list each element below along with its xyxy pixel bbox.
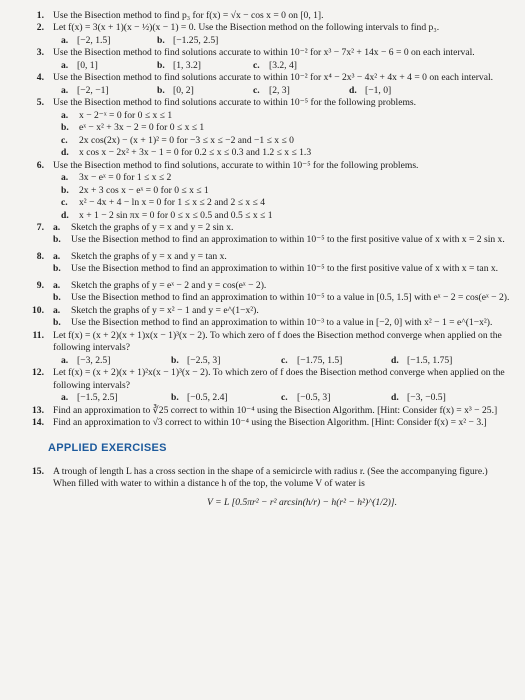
exercise-8 <box>26 251 511 276</box>
exercise-number: 3. <box>36 47 44 59</box>
part-b: Use the Bisection method to find an approximation to within 10⁻⁵ to the first positive value of x with x = tan x. <box>71 263 499 275</box>
exercise-text: Use the Bisection method to find solutions accurate to within 10⁻⁵ for the following problems. <box>53 97 417 109</box>
part-label: b. <box>53 317 61 329</box>
part-a: [−1.5, 2.5] <box>77 392 118 404</box>
part-label: a. <box>53 304 61 316</box>
part-label: b. <box>171 392 179 404</box>
exercise-text: A trough of length L has a cross section in the shape of a semicircle with radius r. (See the accompanying figure.) When filled with water to within a distance h of the top, the volume V of water is <box>53 465 488 490</box>
part-d: [−1, 0] <box>365 84 392 96</box>
exercise-3 <box>26 47 511 72</box>
section-heading: APPLIED EXERCISES <box>48 442 167 455</box>
part-label: d. <box>61 209 69 221</box>
part-label: b. <box>61 122 69 134</box>
exercise-number: 8. <box>36 250 44 262</box>
part-label: c. <box>61 134 68 146</box>
part-a: Sketch the graphs of y = eˣ − 2 and y = cos(eˣ − 2). <box>71 279 267 291</box>
part-a: [0, 1] <box>77 59 98 71</box>
exercise-text: Let f(x) = 3(x + 1)(x − ½)(x − 1) = 0. Use the Bisection method on the following intervals to find p₃. <box>53 22 440 34</box>
part-d: [−1.5, 1.75] <box>407 354 453 366</box>
part-c: [3.2, 4] <box>269 59 297 71</box>
part-a: x − 2⁻ˣ = 0 for 0 ≤ x ≤ 1 <box>79 109 173 121</box>
part-label: c. <box>281 354 288 366</box>
part-b: eˣ − x² + 3x − 2 = 0 for 0 ≤ x ≤ 1 <box>79 122 205 134</box>
part-c: x² − 4x + 4 − ln x = 0 for 1 ≤ x ≤ 2 and 2 ≤ x ≤ 4 <box>79 197 266 209</box>
part-label: d. <box>61 147 69 159</box>
part-d: [−3, −0.5] <box>407 392 446 404</box>
part-label: a. <box>53 250 61 262</box>
part-b: Use the Bisection method to find an approximation to within 10⁻⁵ to a value in [0.5, 1.5] with eˣ − 2 = cos(eˣ − 2). <box>71 292 510 304</box>
part-label: a. <box>61 59 69 71</box>
exercise-number: 12. <box>32 367 44 379</box>
part-label: a. <box>61 172 69 184</box>
exercise-number: 14. <box>32 417 44 428</box>
exercise-number: 1. <box>36 10 44 21</box>
part-a: Sketch the graphs of y = x and y = tan x. <box>71 250 227 262</box>
part-c: 2x cos(2x) − (x + 1)² = 0 for −3 ≤ x ≤ −2 and −1 ≤ x ≤ 0 <box>79 134 294 146</box>
part-label: c. <box>281 392 288 404</box>
exercise-14 <box>26 417 511 429</box>
exercise-4 <box>26 72 511 97</box>
part-b: Use the Bisection method to find an approximation to within 10⁻³ to a value in [−2, 0] with x² − 1 = e^(1−x²). <box>71 317 493 329</box>
part-d: x cos x − 2x² + 3x − 1 = 0 for 0.2 ≤ x ≤ 0.3 and 1.2 ≤ x ≤ 1.3 <box>79 147 312 159</box>
part-c: [−0.5, 3] <box>297 392 331 404</box>
exercise-text: Use the Bisection method to find solutions, accurate to within 10⁻⁵ for the following problems. <box>53 159 419 171</box>
part-b: [−0.5, 2.4] <box>187 392 228 404</box>
exercise-number: 11. <box>32 329 44 341</box>
part-c: [−1.75, 1.5] <box>297 354 343 366</box>
part-label: b. <box>53 263 61 275</box>
exercise-7 <box>26 222 511 247</box>
part-label: a. <box>61 392 69 404</box>
exercise-number: 7. <box>36 221 44 233</box>
part-label: d. <box>391 354 399 366</box>
part-c: [2, 3] <box>269 84 290 96</box>
exercise-text: Use the Bisection method to find solutions accurate to within 10⁻² for x³ − 7x² + 14x − 6 = 0 on each interval. <box>53 47 475 59</box>
exercise-number: 6. <box>36 159 44 171</box>
part-b: Use the Bisection method to find an approximation to within 10⁻⁵ to the first positive value of x with x = 2 sin x. <box>71 234 505 246</box>
part-label: a. <box>61 354 69 366</box>
exercise-1 <box>26 10 511 22</box>
exercise-15 <box>26 466 511 509</box>
part-label: b. <box>171 354 179 366</box>
part-b: [−2.5, 3] <box>187 354 221 366</box>
exercise-11 <box>26 330 511 367</box>
exercise-number: 15. <box>32 465 44 477</box>
part-a: 3x − eˣ = 0 for 1 ≤ x ≤ 2 <box>79 172 172 184</box>
exercise-13 <box>26 405 511 417</box>
volume-formula: V = L [0.5πr² − r² arcsin(h/r) − h(r² − h²)^(1/2)]. <box>207 496 397 508</box>
exercise-number: 10. <box>32 304 44 316</box>
exercise-number: 4. <box>36 72 44 84</box>
exercise-number: 5. <box>36 97 44 109</box>
part-label: c. <box>253 84 260 96</box>
exercise-6 <box>26 160 511 222</box>
part-label: b. <box>53 234 61 246</box>
part-a: [−2, −1] <box>77 84 109 96</box>
exercise-text: Find an approximation to √3 correct to within 10⁻⁴ using the Bisection Algorithm. [Hint: Consider f(x) = x² − 3.] <box>53 417 487 428</box>
part-label: a. <box>53 221 61 233</box>
exercise-12 <box>26 367 511 404</box>
part-b: [−1.25, 2.5] <box>173 34 219 46</box>
part-label: a. <box>61 84 69 96</box>
exercise-2 <box>26 22 511 47</box>
part-label: b. <box>157 59 165 71</box>
part-label: b. <box>157 84 165 96</box>
part-label: b. <box>53 292 61 304</box>
part-b: 2x + 3 cos x − eˣ = 0 for 0 ≤ x ≤ 1 <box>79 184 209 196</box>
exercise-9 <box>26 280 511 305</box>
exercise-10 <box>26 305 511 330</box>
exercise-5 <box>26 97 511 159</box>
exercise-number: 2. <box>36 22 44 34</box>
exercise-number: 9. <box>36 279 44 291</box>
part-label: a. <box>61 34 69 46</box>
part-a: Sketch the graphs of y = x and y = 2 sin x. <box>71 221 234 233</box>
exercise-text: Let f(x) = (x + 2)(x + 1)x(x − 1)³(x − 2). To which zero of f does the Bisection method converge when applied on the following intervals? <box>53 329 502 354</box>
exercise-number: 13. <box>32 404 44 416</box>
part-a: [−2, 1.5] <box>77 34 111 46</box>
part-label: c. <box>253 59 260 71</box>
part-label: d. <box>391 392 399 404</box>
part-label: c. <box>61 197 68 209</box>
part-a: [−3, 2.5] <box>77 354 111 366</box>
exercise-text: Use the Bisection method to find solutions accurate to within 10⁻² for x⁴ − 2x³ − 4x² + 4x + 4 = 0 on each interval. <box>53 72 494 84</box>
part-label: b. <box>157 34 165 46</box>
exercise-text: Use the Bisection method to find p₃ for f(x) = √x − cos x = 0 on [0, 1]. <box>53 10 324 21</box>
part-label: b. <box>61 184 69 196</box>
part-a: Sketch the graphs of y = x² − 1 and y = e^(1−x²). <box>71 304 259 316</box>
part-label: a. <box>53 279 61 291</box>
exercise-text: Let f(x) = (x + 2)(x + 1)²x(x − 1)³(x − 2). To which zero of f does the Bisection method converge when applied on the following intervals? <box>53 367 505 391</box>
part-b: [1, 3.2] <box>173 59 201 71</box>
exercise-text: Find an approximation to ∛25 correct to within 10⁻⁴ using the Bisection Algorithm. [Hint: Consider f(x) = x³ − 25.] <box>53 404 498 416</box>
part-label: d. <box>349 84 357 96</box>
part-d: x + 1 − 2 sin πx = 0 for 0 ≤ x ≤ 0.5 and 0.5 ≤ x ≤ 1 <box>79 209 273 221</box>
part-b: [0, 2] <box>173 84 194 96</box>
part-label: a. <box>61 109 69 121</box>
